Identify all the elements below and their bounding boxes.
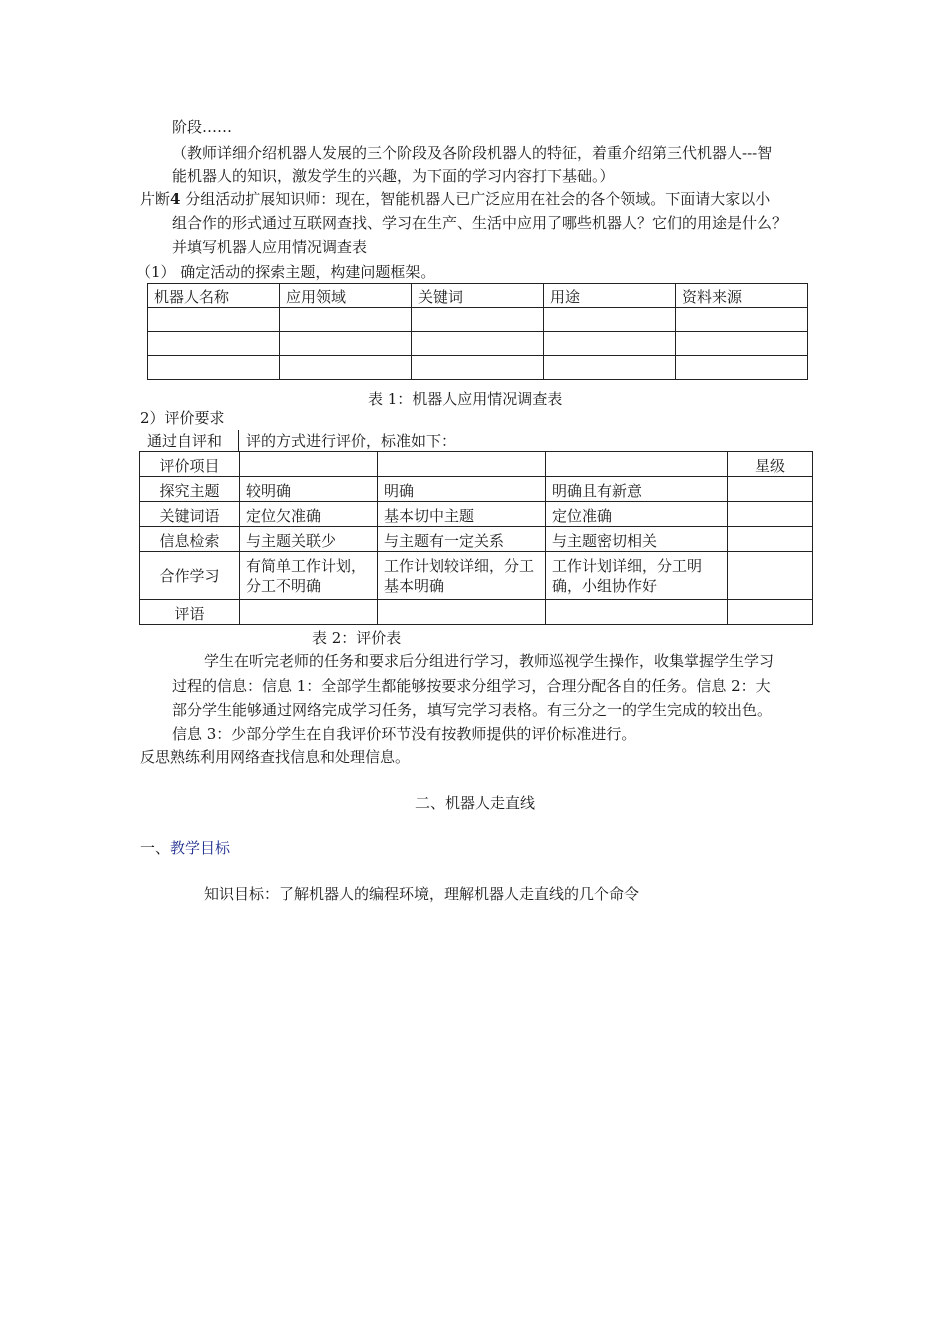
table-cell: 评语 bbox=[140, 600, 240, 625]
table-row bbox=[140, 502, 813, 527]
table-header-row bbox=[148, 284, 808, 308]
table-row bbox=[148, 332, 808, 356]
table-header-cell: 机器人名称 bbox=[148, 284, 280, 308]
segment-label: 片断 bbox=[140, 190, 171, 208]
text-line: 能机器人的知识，激发学生的兴趣，为下面的学习内容打下基础。） bbox=[172, 167, 615, 185]
table-caption: 表 1：机器人应用情况调查表 bbox=[368, 390, 563, 408]
paragraph-line: 信息 3：少部分学生在自我评价环节没有按教师提供的评价标准进行。 bbox=[172, 725, 637, 743]
table-cell bbox=[240, 600, 378, 625]
text-line: 组合作的形式通过互联网查找、学习在生产、生活中应用了哪些机器人？它们的用途是什么？ bbox=[172, 214, 788, 232]
table-cell: 合作学习 bbox=[140, 552, 240, 600]
table-header-cell: 评价项目 bbox=[140, 452, 240, 477]
table-cell: 基本切中主题 bbox=[378, 502, 546, 527]
table-row bbox=[140, 600, 813, 625]
text-line: 并填写机器人应用情况调查表 bbox=[172, 238, 368, 256]
table-caption: 表 2：评价表 bbox=[312, 629, 402, 647]
table-cell: 有简单工作计划，分工不明确 bbox=[240, 552, 378, 600]
table-row bbox=[140, 552, 813, 600]
intro-left: 通过自评和 bbox=[147, 432, 223, 450]
table-cell: 与主题密切相关 bbox=[546, 527, 728, 552]
table-header-cell: 应用领域 bbox=[280, 284, 412, 308]
table-header-cell bbox=[240, 452, 378, 477]
table-row bbox=[148, 356, 808, 380]
text-line: （1） 确定活动的探索主题，构建问题框架。 bbox=[136, 263, 436, 281]
divider bbox=[238, 430, 239, 452]
table-cell bbox=[728, 527, 813, 552]
table-cell: 明确且有新意 bbox=[546, 477, 728, 502]
table-row bbox=[148, 308, 808, 332]
segment-number: 4 bbox=[170, 190, 181, 208]
table-header-cell bbox=[378, 452, 546, 477]
goals-heading bbox=[140, 838, 230, 858]
text-line bbox=[140, 189, 770, 209]
table-cell bbox=[728, 477, 813, 502]
evaluation-table bbox=[139, 451, 813, 625]
table-cell bbox=[728, 552, 813, 600]
table-cell: 明确 bbox=[378, 477, 546, 502]
table-cell: 关键词语 bbox=[140, 502, 240, 527]
table-header-cell: 关键词 bbox=[412, 284, 544, 308]
section-title: 二、机器人走直线 bbox=[414, 794, 535, 812]
table-cell: 工作计划详细，分工明确，小组协作好 bbox=[546, 552, 728, 600]
table-cell: 较明确 bbox=[240, 477, 378, 502]
table-header-cell: 用途 bbox=[544, 284, 676, 308]
table-cell bbox=[728, 502, 813, 527]
section-heading: 2）评价要求 bbox=[140, 409, 225, 427]
table-cell: 与主题有一定关系 bbox=[378, 527, 546, 552]
table-cell bbox=[378, 600, 546, 625]
table-cell bbox=[728, 600, 813, 625]
table-header-row bbox=[140, 452, 813, 477]
paragraph-line: 过程的信息：信息 1：全部学生都能够按要求分组学习，合理分配各自的任务。信息 2：大 bbox=[172, 677, 771, 695]
goals-label: 教学目标 bbox=[170, 839, 231, 857]
table-cell bbox=[546, 600, 728, 625]
goals-prefix: 一、 bbox=[140, 839, 171, 857]
knowledge-goal: 知识目标：了解机器人的编程环境，理解机器人走直线的几个命令 bbox=[204, 885, 640, 903]
table-cell: 工作计划较详细，分工基本明确 bbox=[378, 552, 546, 600]
table-cell: 与主题关联少 bbox=[240, 527, 378, 552]
paragraph-line: 部分学生能够通过网络完成学习任务，填写完学习表格。有三分之一的学生完成的较出色。 bbox=[172, 701, 773, 719]
survey-table bbox=[147, 283, 808, 380]
intro-right: 评的方式进行评价，标准如下： bbox=[246, 432, 457, 450]
text-line: （教师详细介绍机器人发展的三个阶段及各阶段机器人的特征，着重介绍第三代机器人---智 bbox=[172, 144, 773, 162]
paragraph-line: 反思熟练利用网络查找信息和处理信息。 bbox=[140, 748, 411, 766]
table-cell: 探究主题 bbox=[140, 477, 240, 502]
table-header-cell: 资料来源 bbox=[676, 284, 808, 308]
table-cell: 定位准确 bbox=[546, 502, 728, 527]
table-row bbox=[140, 527, 813, 552]
text-line: 阶段…… bbox=[172, 118, 233, 136]
paragraph-line: 学生在听完老师的任务和要求后分组进行学习，教师巡视学生操作，收集掌握学生学习 bbox=[204, 652, 775, 670]
table-header-cell: 星级 bbox=[728, 452, 813, 477]
segment-text: 分组活动扩展知识师：现在，智能机器人已广泛应用在社会的各个领域。下面请大家以小 bbox=[180, 190, 771, 208]
table-row bbox=[140, 477, 813, 502]
table-cell: 信息检索 bbox=[140, 527, 240, 552]
table-cell: 定位欠准确 bbox=[240, 502, 378, 527]
table-header-cell bbox=[546, 452, 728, 477]
